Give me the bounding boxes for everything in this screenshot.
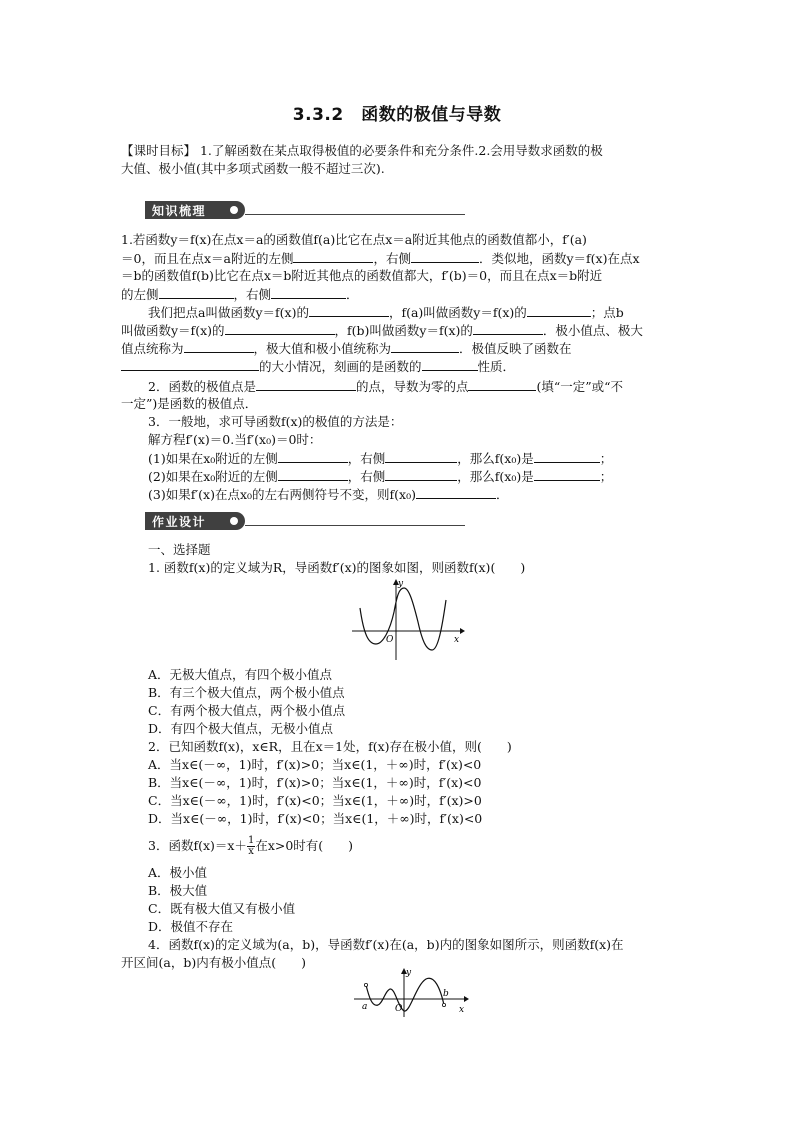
q3-stem xyxy=(148,832,681,860)
k3-line-4 xyxy=(148,467,681,486)
q3-option-a[interactable]: A．极小值 xyxy=(148,865,208,880)
answer-blank[interactable] xyxy=(293,249,373,263)
answer-blank[interactable] xyxy=(391,339,459,353)
text-segment: (3)如果f′(x)在点x₀的左右两侧符号不变，则f(x₀) xyxy=(148,487,416,502)
k1-line-1: 1.若函数y＝f(x)在点x＝a的函数值f(a)比它在点x＝a附近其他点的函数值都小，f′(a) xyxy=(121,232,587,247)
answer-blank[interactable] xyxy=(159,285,234,299)
y-label: y xyxy=(398,579,404,589)
q1-option-d[interactable]: D．有四个极大值点，无极小值点 xyxy=(148,721,334,736)
k1-line-6 xyxy=(121,321,681,340)
k3-line-5 xyxy=(148,485,681,504)
derivative-curve xyxy=(360,588,446,650)
q2-stem: 2．已知函数f(x)，x∈R，且在x＝1处，f(x)存在极小值，则( ) xyxy=(148,739,512,754)
answer-blank[interactable] xyxy=(527,303,591,317)
x-arrow-icon xyxy=(464,996,469,1002)
bullet-dot-icon xyxy=(230,206,238,214)
text-segment: ，极大值和极小值统称为 xyxy=(253,341,392,356)
answer-blank[interactable] xyxy=(473,321,543,335)
k2-line-1 xyxy=(148,377,681,396)
text-segment: ，右侧 xyxy=(347,469,386,484)
text-segment: 的左侧 xyxy=(121,287,159,302)
text-segment: ，那么f(x₀)是 xyxy=(457,451,534,466)
text-segment: (2)如果在x₀附近的左侧 xyxy=(148,469,278,484)
q3-option-c[interactable]: C．既有极大值又有极小值 xyxy=(148,901,296,916)
k1-line-2 xyxy=(121,249,681,268)
bullet-dot-icon xyxy=(230,517,238,525)
answer-blank[interactable] xyxy=(468,377,536,391)
q2-option-d[interactable]: D．当x∈(－∞，1)时，f′(x)<0；当x∈(1，＋∞)时，f′(x)<0 xyxy=(148,811,483,826)
text-segment: ．极值反映了函数在 xyxy=(459,341,572,356)
text-segment: ； xyxy=(599,469,613,484)
q1-option-c[interactable]: C．有两个极大值点，两个极小值点 xyxy=(148,703,346,718)
b-label: b xyxy=(443,989,449,999)
x-arrow-icon xyxy=(460,628,465,634)
answer-blank[interactable] xyxy=(385,449,457,463)
text-segment: ，右侧 xyxy=(233,287,272,302)
text-segment: ，f(b)叫做函数y＝f(x)的 xyxy=(334,323,473,338)
k3-line-3 xyxy=(148,449,681,468)
text-segment: ．极小值点、极大 xyxy=(542,323,643,338)
answer-blank[interactable] xyxy=(278,449,348,463)
answer-blank[interactable] xyxy=(422,357,478,371)
x-label: x xyxy=(459,1005,465,1015)
text-segment: ，f(a)叫做函数y＝f(x)的 xyxy=(388,305,527,320)
q1-option-a[interactable]: A．无极大值点，有四个极小值点 xyxy=(148,667,333,682)
answer-blank[interactable] xyxy=(411,249,479,263)
page-title: 3.3.2 函数的极值与导数 xyxy=(292,105,502,125)
answer-blank[interactable] xyxy=(225,321,335,335)
text-segment: (填“一定”或“不 xyxy=(536,379,624,394)
answer-blank[interactable] xyxy=(534,467,600,481)
answer-blank[interactable] xyxy=(278,467,348,481)
q1-stem: 1. 函数f(x)的定义域为R，导函数f′(x)的图象如图，则函数f(x)( ) xyxy=(148,560,526,575)
answer-blank[interactable] xyxy=(309,303,389,317)
section-rule xyxy=(245,525,465,526)
objective-line-1: 【课时目标】 1.了解函数在某点取得极值的必要条件和充分条件.2.会用导数求函数的极 xyxy=(121,143,603,158)
q1-option-b[interactable]: B．有三个极大值点，两个极小值点 xyxy=(148,685,345,700)
origin-label: O xyxy=(386,635,394,645)
text-segment: ；点b xyxy=(590,305,624,320)
text-segment: 值点统称为 xyxy=(121,341,184,356)
open-endpoint xyxy=(364,983,367,986)
section-badge xyxy=(145,201,245,219)
text-segment: 的大小情况，刻画的是函数的 xyxy=(259,359,422,374)
answer-blank[interactable] xyxy=(385,467,457,481)
text-segment: 在x>0时有( ) xyxy=(255,838,354,853)
k1-line-4 xyxy=(121,285,681,304)
answer-blank[interactable] xyxy=(184,339,254,353)
fraction-numerator: 1 xyxy=(247,835,255,846)
section-label: 知识梳理 xyxy=(152,204,207,218)
text-segment: 2．函数的极值点是 xyxy=(148,379,256,394)
text-segment: 的点，导数为零的点 xyxy=(355,379,469,394)
text-segment: ． xyxy=(495,487,509,502)
section-badge xyxy=(145,512,245,530)
section-label: 作业设计 xyxy=(152,515,207,529)
text-segment: (1)如果在x₀附近的左侧 xyxy=(148,451,278,466)
text-segment: ． xyxy=(346,287,359,302)
k1-line-7 xyxy=(121,339,681,358)
text-segment: 3．函数f(x)＝x＋ xyxy=(148,838,247,853)
y-label: y xyxy=(406,968,412,978)
x-label: x xyxy=(454,635,460,645)
q3-option-d[interactable]: D．极值不存在 xyxy=(148,919,234,934)
objective-line-2: 大值、极小值(其中多项式函数一般不超过三次). xyxy=(121,161,385,176)
q1-derivative-graph xyxy=(350,578,465,662)
text-segment: 我们把点a叫做函数y＝f(x)的 xyxy=(148,305,309,320)
fraction-denominator: x xyxy=(248,846,254,857)
k3-line-2: 解方程f′(x)＝0.当f′(x₀)＝0时： xyxy=(148,432,322,447)
a-label: a xyxy=(362,1002,368,1012)
text-segment: ＝0，而且在点x＝a附近的左侧 xyxy=(121,251,294,266)
answer-blank[interactable] xyxy=(271,285,346,299)
origin-label: O xyxy=(395,1004,403,1014)
text-segment: ．类似地，函数y＝f(x)在点x xyxy=(478,251,640,266)
text-segment: ，那么f(x₀)是 xyxy=(457,469,534,484)
q4-line-2: 开区间(a，b)内有极小值点( ) xyxy=(121,955,306,970)
text-segment: ； xyxy=(599,451,613,466)
open-endpoint xyxy=(442,1003,445,1006)
k1-line-5 xyxy=(148,303,681,322)
q2-option-a[interactable]: A．当x∈(－∞，1)时，f′(x)>0；当x∈(1，＋∞)时，f′(x)<0 xyxy=(148,757,482,772)
part-heading: 一、选择题 xyxy=(148,542,211,557)
k3-line-1: 3．一般地，求可导函数f(x)的极值的方法是： xyxy=(148,414,403,429)
derivative-curve xyxy=(366,978,444,1011)
q2-option-c[interactable]: C．当x∈(－∞，1)时，f′(x)<0；当x∈(1，＋∞)时，f′(x)>0 xyxy=(148,793,482,808)
k1-line-8 xyxy=(121,357,681,376)
answer-blank[interactable] xyxy=(256,377,356,391)
answer-blank[interactable] xyxy=(534,449,600,463)
q4-derivative-graph xyxy=(352,967,470,1019)
q3-option-b[interactable]: B．极大值 xyxy=(148,883,208,898)
answer-blank[interactable] xyxy=(121,357,259,371)
q2-option-b[interactable]: B．当x∈(－∞，1)时，f′(x)>0；当x∈(1，＋∞)时，f′(x)<0 xyxy=(148,775,482,790)
q4-line-1: 4．函数f(x)的定义域为(a，b)，导函数f′(x)在(a，b)内的图象如图所示，则函数f(x)在 xyxy=(148,937,624,952)
text-segment: 性质． xyxy=(477,359,516,374)
answer-blank[interactable] xyxy=(416,485,496,499)
text-segment: ，右侧 xyxy=(373,251,411,266)
text-segment: ，右侧 xyxy=(347,451,386,466)
k1-line-3: ＝b的函数值f(b)比它在点x＝b附近其他点的函数值都大，f′(b)＝0，而且在点x＝b附近 xyxy=(121,268,603,283)
k2-line-2: 一定”)是函数的极值点． xyxy=(121,396,258,411)
section-rule xyxy=(245,214,465,215)
text-segment: 叫做函数y＝f(x)的 xyxy=(121,323,225,338)
